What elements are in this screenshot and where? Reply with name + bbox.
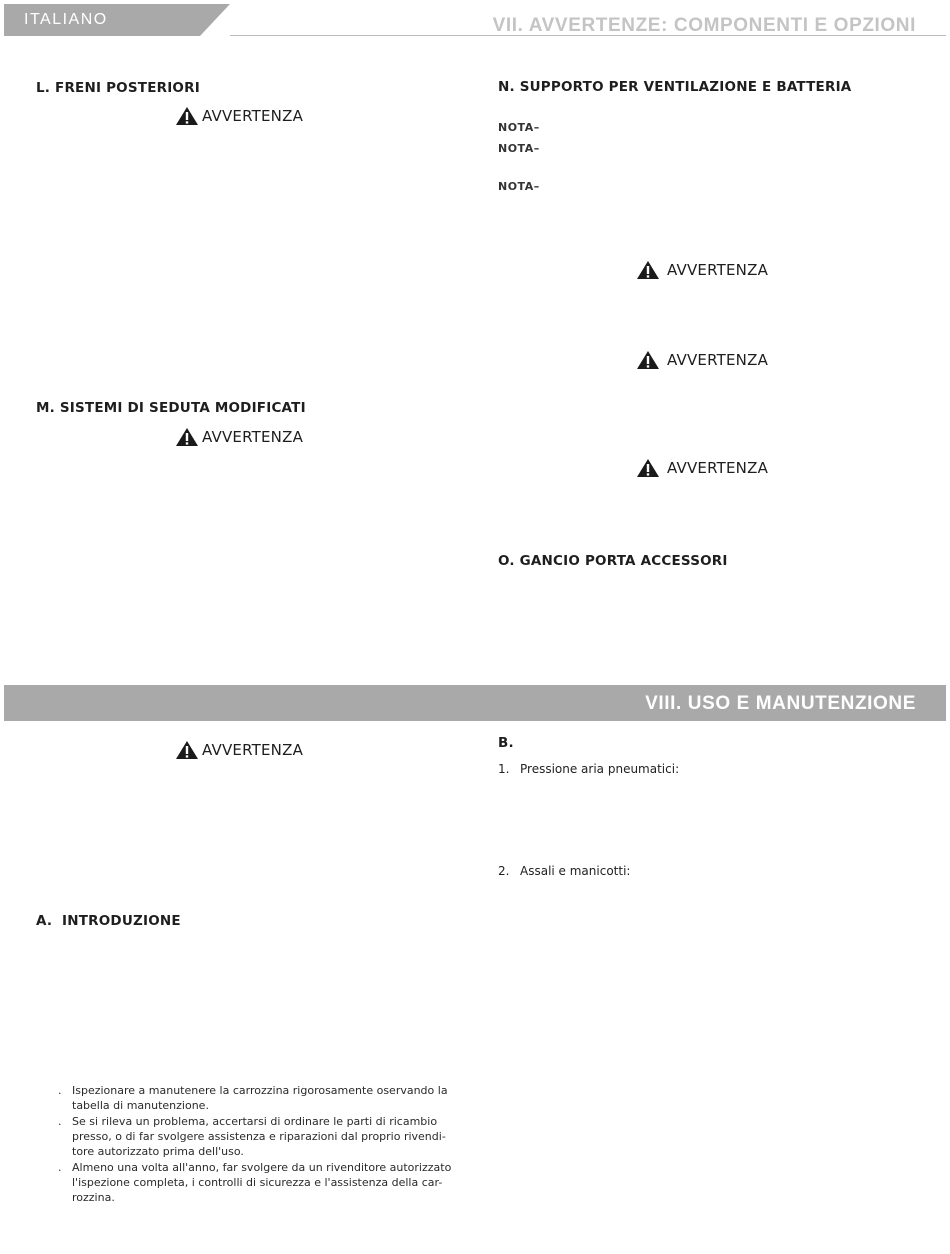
item-assali-manicotti	[498, 864, 630, 878]
heading-b: B.	[498, 735, 514, 751]
warning-label: AVVERTENZA	[667, 261, 769, 279]
nota-label-3: NOTA–	[498, 180, 540, 193]
language-label: ITALIANO	[24, 11, 108, 28]
heading-sistemi-seduta: M. SISTEMI DI SEDUTA MODIFICATI	[36, 400, 306, 416]
section-title-viii: VIII. USO E MANUTENZIONE	[645, 693, 916, 714]
bullet-text: Almeno una volta all'anno, far svolgere da un rivenditore autorizzato l'ispezione completa, i controlli di sicurezza e l'assistenza della car-rozzina.	[72, 1161, 452, 1204]
nota-label-1: NOTA–	[498, 121, 540, 134]
item-number: 1.	[498, 762, 510, 776]
heading-freni-posteriori: L. FRENI POSTERIORI	[36, 80, 200, 96]
warning-box-n1	[636, 260, 768, 280]
warning-triangle-icon	[175, 427, 199, 447]
item-label: Pressione aria pneumatici:	[520, 762, 680, 776]
bullet-mark: .	[58, 1161, 62, 1174]
item-label: Assali e manicotti:	[520, 864, 631, 878]
warning-label: AVVERTENZA	[667, 459, 769, 477]
warning-triangle-icon	[636, 260, 660, 280]
warning-box-l	[175, 106, 303, 126]
item-pressione-aria	[498, 762, 679, 776]
list-item	[58, 1114, 458, 1159]
warning-triangle-icon	[175, 106, 199, 126]
heading-gancio-accessori: O. GANCIO PORTA ACCESSORI	[498, 553, 728, 569]
warning-box-viii	[175, 740, 303, 760]
bullet-text: Se si rileva un problema, accertarsi di ordinare le parti di ricambio presso, o di far svolgere assistenza e riparazioni dal proprio rivendi-tore autorizzato prima dell'uso.	[72, 1115, 446, 1158]
warning-triangle-icon	[636, 458, 660, 478]
list-item	[58, 1160, 458, 1205]
warning-label: AVVERTENZA	[667, 351, 769, 369]
warning-label: AVVERTENZA	[202, 428, 304, 446]
language-tab	[4, 4, 230, 36]
warning-box-m	[175, 427, 303, 447]
heading-supporto-ventilazione: N. SUPPORTO PER VENTILAZIONE E BATTERIA	[498, 79, 852, 95]
section-band-viii	[4, 685, 946, 721]
section-title-vii: VII. AVVERTENZE: COMPONENTI E OPZIONI	[492, 15, 916, 36]
list-item	[58, 1083, 458, 1113]
warning-box-n2	[636, 350, 768, 370]
nota-label-2: NOTA–	[498, 142, 540, 155]
warning-label: AVVERTENZA	[202, 741, 304, 759]
warning-label: AVVERTENZA	[202, 107, 304, 125]
bullet-text: Ispezionare a manutenere la carrozzina rigorosamente oservando la tabella di manutenzione.	[72, 1084, 448, 1112]
warning-triangle-icon	[636, 350, 660, 370]
bullet-mark: .	[58, 1115, 62, 1128]
warning-box-n3	[636, 458, 768, 478]
item-number: 2.	[498, 864, 510, 878]
maintenance-bullets	[58, 1083, 458, 1206]
warning-triangle-icon	[175, 740, 199, 760]
heading-introduzione: A. INTRODUZIONE	[36, 913, 181, 929]
bullet-mark: .	[58, 1084, 62, 1097]
